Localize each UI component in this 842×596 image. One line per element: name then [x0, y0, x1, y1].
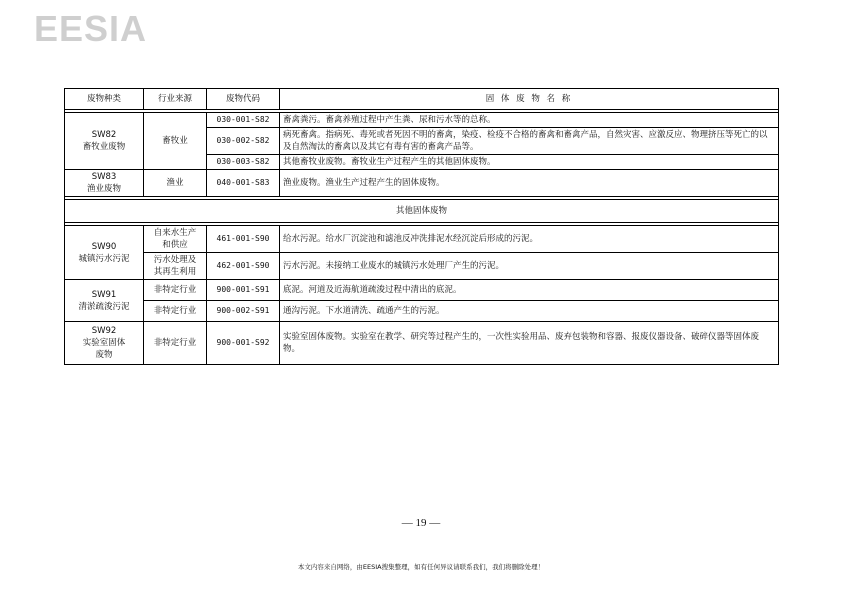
waste-name: 其他畜牧业废物。畜牧业生产过程产生的其他固体废物。: [280, 155, 779, 170]
header-code: 废物代码: [207, 89, 280, 110]
waste-category: SW91 清淤疏浚污泥: [65, 280, 144, 322]
header-name: 固 体 废 物 名 称: [280, 89, 779, 110]
waste-code: 900-001-S91: [207, 280, 280, 301]
waste-name: 渔业废物。渔业生产过程产生的固体废物。: [280, 170, 779, 197]
section-row: [65, 200, 779, 223]
header-category: 废物种类: [65, 89, 144, 110]
table-row: [65, 301, 779, 322]
waste-category: SW82 畜牧业废物: [65, 113, 144, 170]
waste-code: 030-001-S82: [207, 113, 280, 128]
waste-name: 给水污泥。给水厂沉淀池和滤池反冲洗排泥水经沉淀后形成的污泥。: [280, 226, 779, 253]
table-row: [65, 113, 779, 128]
waste-code: 040-001-S83: [207, 170, 280, 197]
solid-waste-table: [64, 88, 779, 365]
header-row: [65, 89, 779, 110]
industry-source: 污水处理及 其再生利用: [144, 253, 207, 280]
waste-name: 污水污泥。未接纳工业废水的城镇污水处理厂产生的污泥。: [280, 253, 779, 280]
footer-note: 本文内容来自网络，由EESIA搜集整理，如有任何异议请联系我们，我们将删除处理！: [297, 563, 545, 571]
waste-code: 030-003-S82: [207, 155, 280, 170]
table-row: [65, 280, 779, 301]
page-number: — 19 —: [401, 517, 441, 529]
table-row: [65, 322, 779, 365]
table-row: [65, 226, 779, 253]
waste-code: 900-001-S92: [207, 322, 280, 365]
waste-code: 462-001-S90: [207, 253, 280, 280]
waste-name: 通沟污泥。下水道清洗、疏通产生的污泥。: [280, 301, 779, 322]
industry-source: 非特定行业: [144, 322, 207, 365]
industry-source: 非特定行业: [144, 280, 207, 301]
table-row: [65, 253, 779, 280]
waste-code: 030-002-S82: [207, 128, 280, 155]
waste-name: 实验室固体废物。实验室在教学、研究等过程产生的，一次性实验用品、废弃包装物和容器、报废仪器设备、破碎仪器等固体废物。: [280, 322, 779, 365]
waste-name: 病死畜禽。指病死、毒死或者死因不明的畜禽，染疫、检疫不合格的畜禽和畜禽产品，自然灾害、应激反应、物理挤压等死亡的以及自然淘汰的畜禽以及其它有毒有害的畜禽产品等。: [280, 128, 779, 155]
eesia-logo: EESIA: [34, 8, 148, 49]
waste-category: SW90 城镇污水污泥: [65, 226, 144, 280]
section-title: 其他固体废物: [65, 200, 779, 223]
waste-category: SW83 渔业废物: [65, 170, 144, 197]
waste-name: 底泥。河道及近海航道疏浚过程中清出的底泥。: [280, 280, 779, 301]
industry-source: 自来水生产 和供应: [144, 226, 207, 253]
industry-source: 非特定行业: [144, 301, 207, 322]
waste-name: 畜禽粪污。畜禽养殖过程中产生粪、尿和污水等的总称。: [280, 113, 779, 128]
industry-source: 畜牧业: [144, 113, 207, 170]
waste-code: 900-002-S91: [207, 301, 280, 322]
waste-category: SW92 实验室固体 废物: [65, 322, 144, 365]
header-industry: 行业来源: [144, 89, 207, 110]
waste-code: 461-001-S90: [207, 226, 280, 253]
industry-source: 渔业: [144, 170, 207, 197]
table-row: [65, 170, 779, 197]
